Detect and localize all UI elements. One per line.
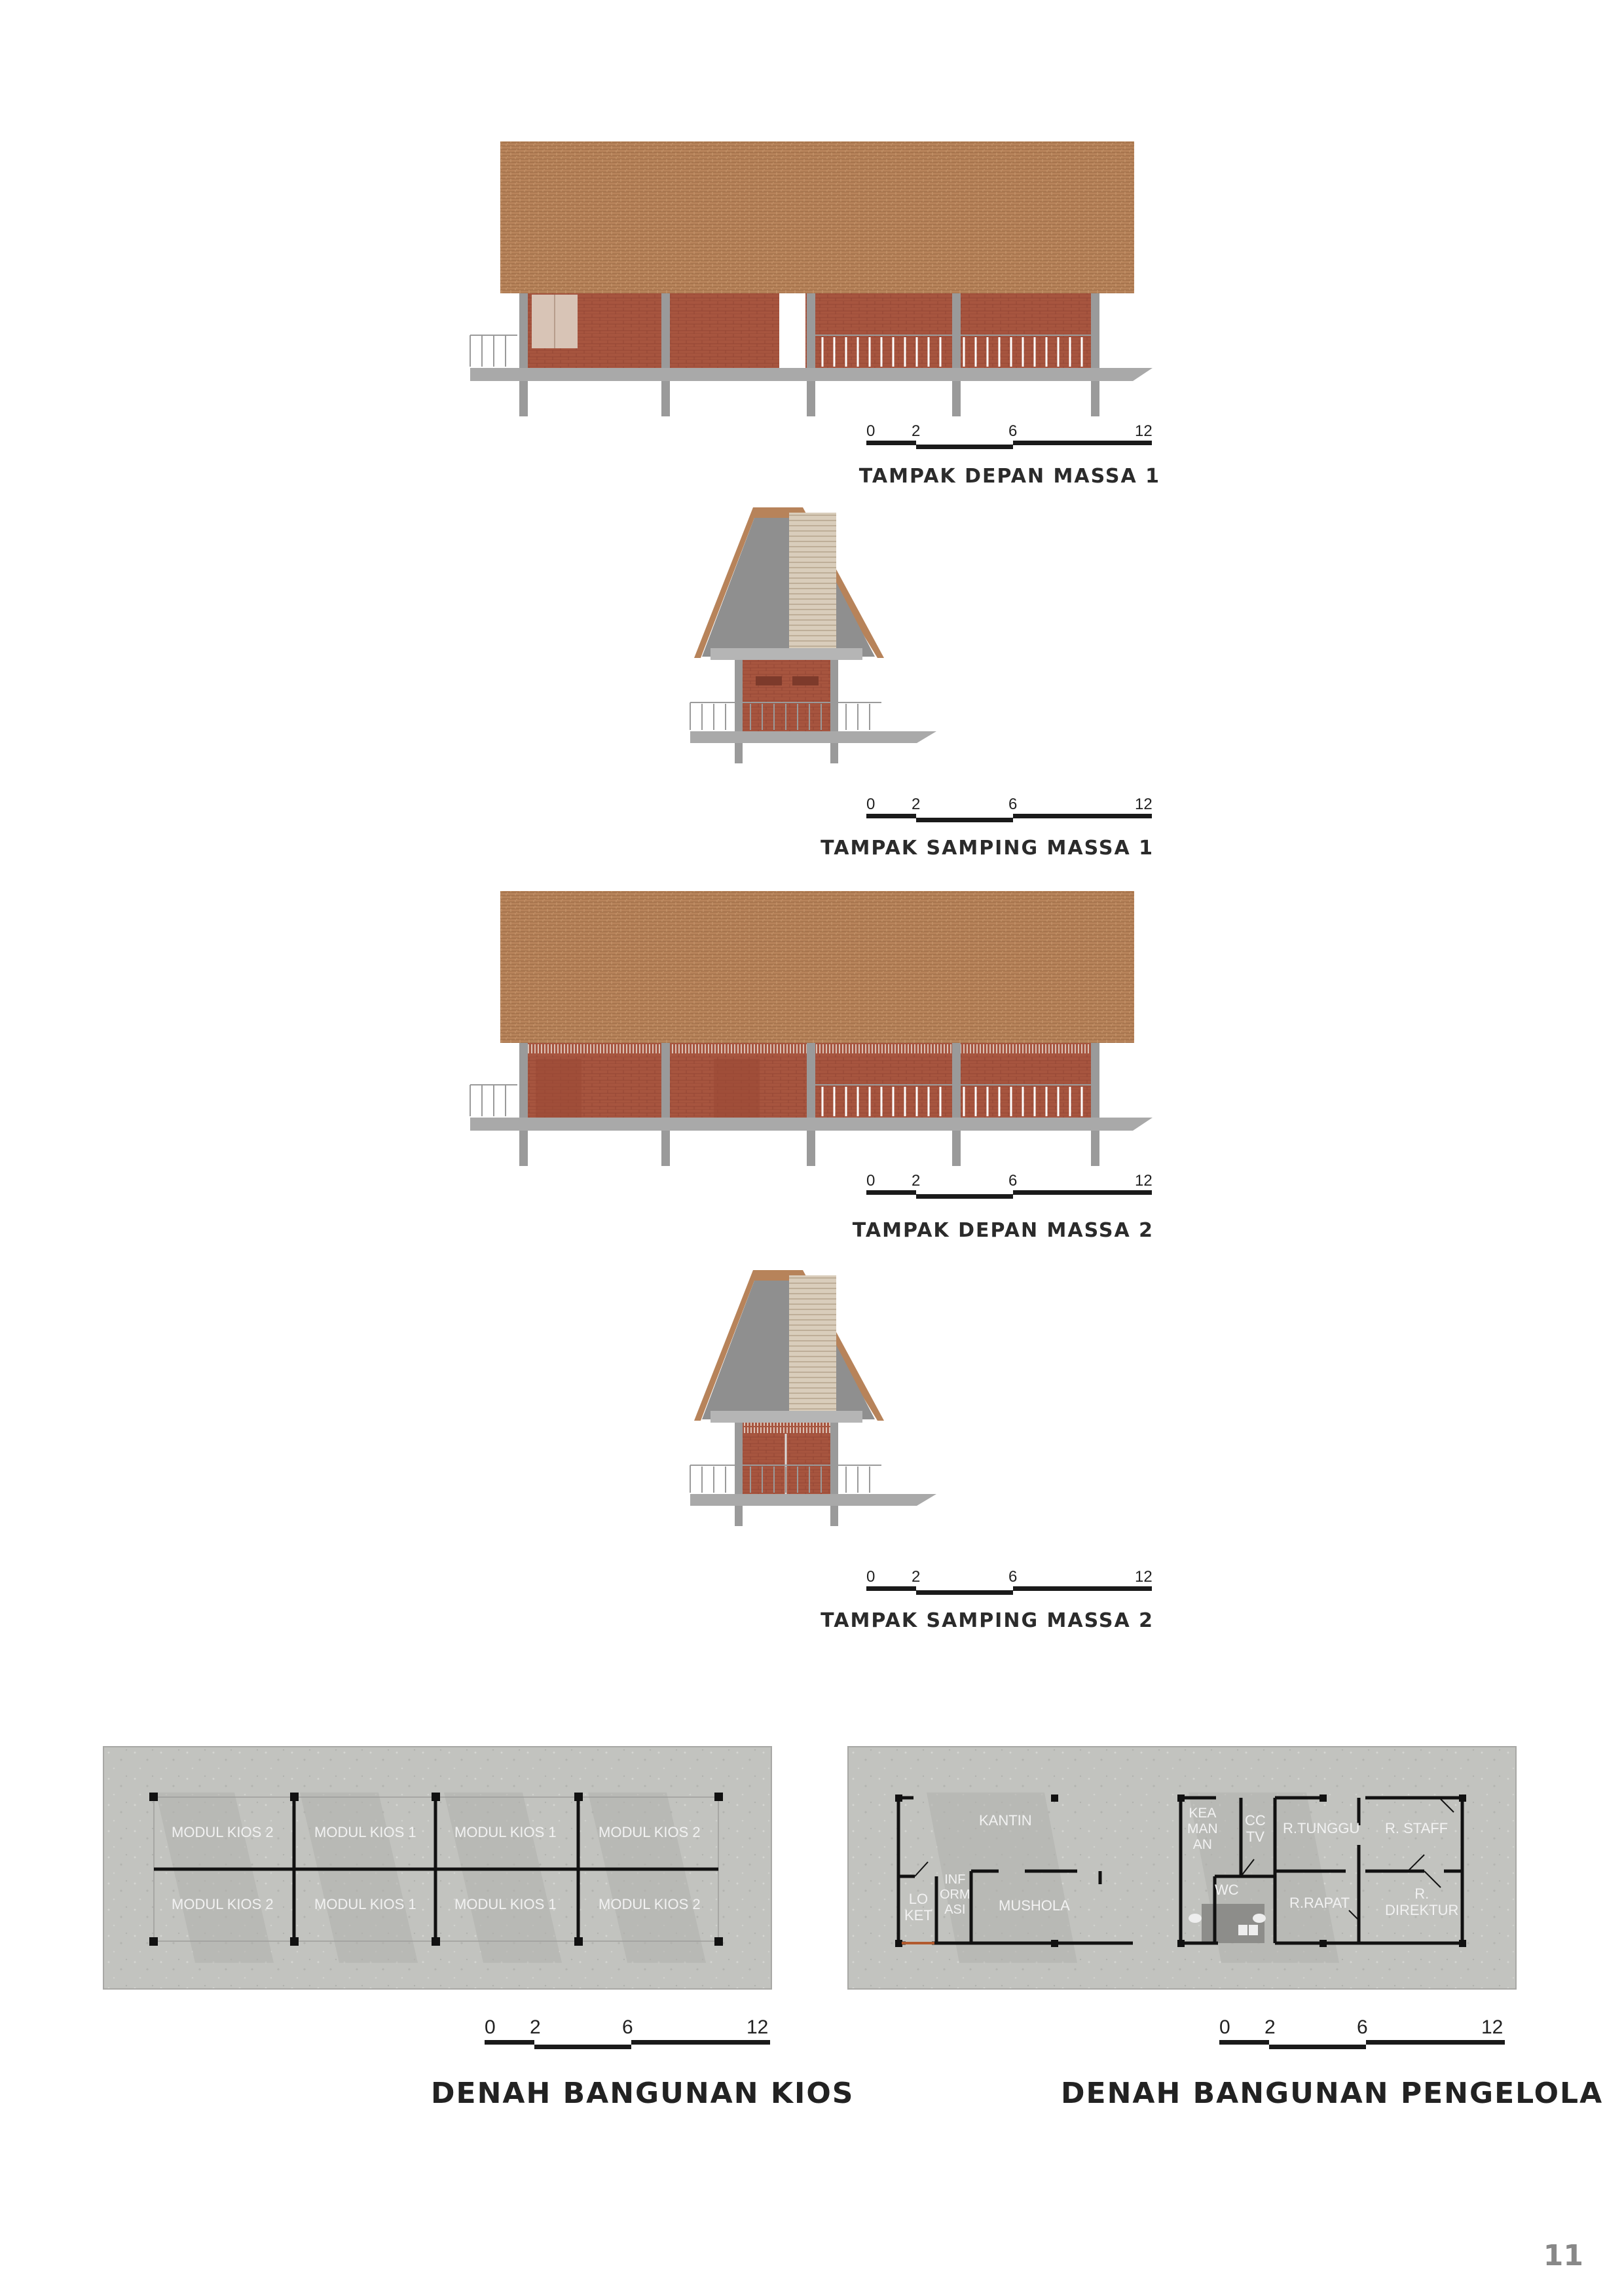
scale-tick: 0 (866, 1568, 876, 1586)
room-informasi-line: ORM (940, 1887, 970, 1902)
roof (500, 141, 1134, 293)
room-direktur-line: R. (1414, 1886, 1430, 1902)
scale-tick: 12 (1135, 422, 1153, 440)
plan-pengelola (848, 1747, 1516, 1989)
room-informasi (940, 1872, 970, 1918)
room-label: MODUL KIOS 1 (314, 1896, 416, 1912)
scale-tick: 6 (622, 2016, 633, 2038)
room-informasi-line: INF (944, 1872, 966, 1887)
caption-plan-kios: DENAH BANGUNAN KIOS (431, 2077, 855, 2110)
scale-tick: 12 (1135, 1568, 1153, 1586)
plan-kios (103, 1747, 771, 1989)
room-kantin: KANTIN (979, 1812, 1032, 1829)
scale-tick: 0 (1219, 2016, 1230, 2038)
scale-bar-3 (866, 1172, 1154, 1198)
room-loket-line: KET (904, 1907, 932, 1924)
room-wc: WC (1215, 1882, 1239, 1898)
scale-tick: 0 (866, 1172, 876, 1190)
scale-tick: 2 (1264, 2016, 1276, 2038)
scale-tick: 12 (1135, 795, 1153, 813)
caption-plan-pengelola: DENAH BANGUNAN PENGELOLA (1061, 2077, 1604, 2110)
scale-tick: 6 (1008, 1568, 1018, 1586)
scale-bar-2 (866, 795, 1154, 822)
scale-tick: 2 (912, 795, 921, 813)
room-keamanan-line: KEA (1189, 1806, 1217, 1821)
scale-tick: 0 (485, 2016, 496, 2038)
room-direktur (1385, 1886, 1458, 1919)
room-loket-line: LO (908, 1891, 929, 1907)
scale-tick: 6 (1008, 795, 1018, 813)
caption-elevation-4: TAMPAK SAMPING MASSA 2 (821, 1609, 1154, 1632)
scale-tick: 6 (1008, 422, 1018, 440)
room-mushola: MUSHOLA (999, 1897, 1070, 1914)
scale-tick: 0 (866, 422, 876, 440)
room-cctv (1245, 1812, 1266, 1846)
scale-tick: 0 (866, 795, 876, 813)
scale-tick: 12 (1481, 2016, 1504, 2038)
room-loket (904, 1891, 932, 1924)
scale-tick: 2 (912, 422, 921, 440)
scale-tick: 2 (912, 1568, 921, 1586)
scale-tick: 6 (1008, 1172, 1018, 1190)
room-tunggu: R.TUNGGU (1283, 1820, 1360, 1836)
caption-elevation-1: TAMPAK DEPAN MASSA 1 (858, 465, 1160, 488)
room-keamanan (1187, 1806, 1218, 1853)
scale-tick: 2 (530, 2016, 541, 2038)
room-cctv-line: TV (1246, 1829, 1264, 1846)
scale-tick: 12 (1135, 1172, 1153, 1190)
room-staff: R. STAFF (1385, 1820, 1449, 1836)
room-keamanan-line: MAN (1187, 1821, 1218, 1837)
page-number: 11 (1543, 2239, 1583, 2272)
scale-tick: 2 (912, 1172, 921, 1190)
elevation-side-massa-1 (688, 507, 950, 789)
room-keamanan-line: AN (1192, 1837, 1212, 1853)
elevation-side-massa-2 (688, 1270, 950, 1552)
roof (500, 891, 1134, 1043)
room-label: MODUL KIOS 2 (172, 1824, 274, 1840)
elevation-front-massa-1 (458, 137, 1166, 412)
scale-bar-pengelola (1219, 2016, 1507, 2049)
room-label: MODUL KIOS 1 (454, 1824, 557, 1840)
room-cctv-line: CC (1245, 1812, 1266, 1829)
room-label: MODUL KIOS 1 (314, 1824, 416, 1840)
room-direktur-line: DIREKTUR (1385, 1902, 1459, 1919)
room-rapat: R.RAPAT (1289, 1895, 1350, 1911)
room-label: MODUL KIOS 2 (599, 1896, 701, 1912)
room-label: MODUL KIOS 2 (599, 1824, 701, 1840)
room-label: MODUL KIOS 1 (454, 1896, 557, 1912)
scale-tick: 12 (747, 2016, 769, 2038)
elevation-front-massa-2 (458, 887, 1166, 1169)
caption-elevation-2: TAMPAK SAMPING MASSA 1 (821, 837, 1154, 860)
scale-bar-1 (866, 422, 1154, 448)
room-informasi-line: ASI (944, 1903, 966, 1917)
scale-bar-4 (866, 1568, 1154, 1594)
scale-tick: 6 (1357, 2016, 1368, 2038)
room-label: MODUL KIOS 2 (172, 1896, 274, 1912)
caption-elevation-3: TAMPAK DEPAN MASSA 2 (852, 1219, 1154, 1242)
scale-bar-kios (485, 2016, 773, 2049)
